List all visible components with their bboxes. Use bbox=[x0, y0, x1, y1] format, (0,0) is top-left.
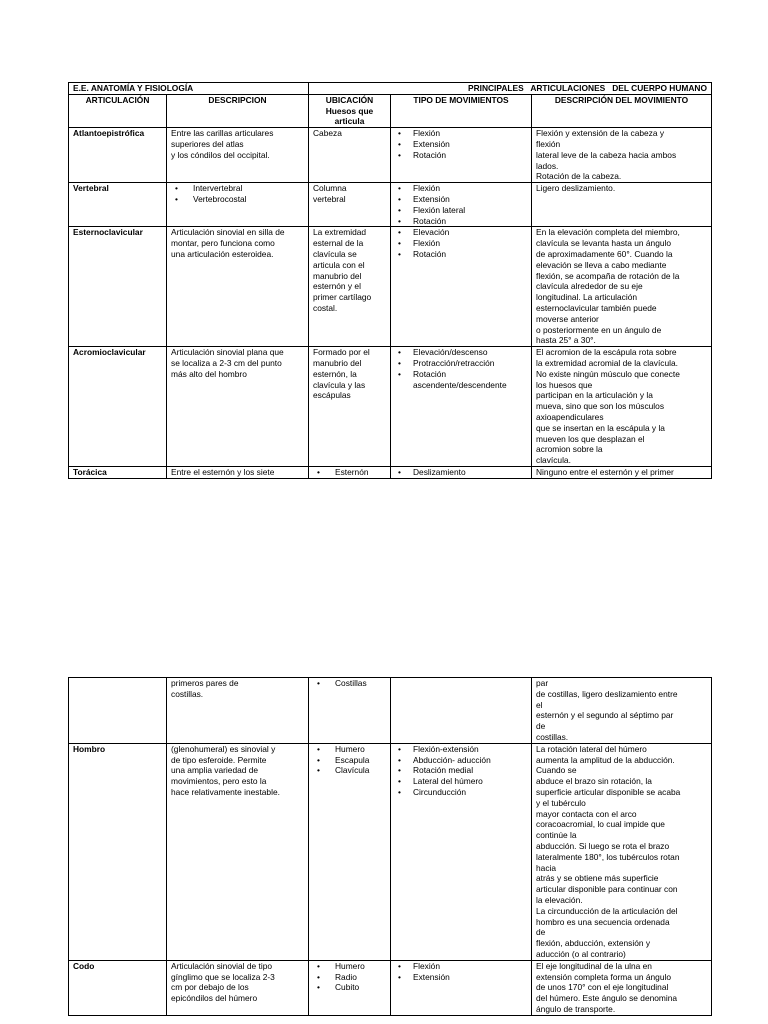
location-line: esternón y el bbox=[313, 281, 361, 292]
bone-item: • Radio bbox=[313, 972, 386, 983]
location-line: Columna bbox=[313, 183, 347, 194]
table-row bbox=[69, 227, 712, 347]
movement-types bbox=[391, 347, 532, 467]
joint-name: Acromioclavicular bbox=[69, 347, 167, 467]
movement-type-item: • Elevación bbox=[395, 227, 527, 238]
movement-description bbox=[532, 466, 712, 478]
joint-description bbox=[167, 183, 309, 227]
movement-description-line: clavícula. bbox=[536, 455, 571, 466]
movement-description-line: el bbox=[536, 699, 543, 710]
movement-type-item: • Rotación medial bbox=[395, 765, 527, 776]
movement-description-line: La circunducción de la articulación del bbox=[536, 905, 678, 916]
description-line: costillas. bbox=[171, 688, 204, 699]
movement-type-item: • Rotación bbox=[395, 216, 527, 227]
movement-description-line: de aproximadamente 60°. Cuando la bbox=[536, 248, 673, 259]
movement-description-line: de unos 170° con el eje longitudinal bbox=[536, 982, 669, 993]
movement-type-item-list bbox=[395, 128, 527, 160]
movement-description-line: ángulo de transporte. bbox=[536, 1003, 616, 1014]
description-line: primeros pares de bbox=[171, 678, 239, 688]
movement-type-item: • Lateral del húmero bbox=[395, 776, 527, 787]
movement-description-line: flexión bbox=[536, 138, 561, 149]
bone-item: • Clavícula bbox=[313, 765, 386, 776]
table-row bbox=[69, 347, 712, 467]
movement-description-line: acromion sobre la bbox=[536, 444, 603, 455]
joint-name: Atlantoepistrófica bbox=[69, 128, 167, 183]
bone-item: • Escapula bbox=[313, 755, 386, 766]
description-line: Articulación sinovial plana que bbox=[171, 347, 284, 358]
movement-description-line: Ninguno entre el esternón y el primer bbox=[536, 466, 674, 477]
description-line: y los cóndilos del occipital. bbox=[171, 149, 270, 160]
movement-description-line: Ligero deslizamiento. bbox=[536, 183, 616, 194]
description-line: montar, pero funciona como bbox=[171, 238, 275, 249]
joint-description bbox=[167, 347, 309, 467]
movement-description-line: lateral leve de la cabeza hacia ambos bbox=[536, 149, 677, 160]
table-row bbox=[69, 960, 712, 1015]
movement-description-line: hombro es una secuencia ordenada bbox=[536, 916, 670, 927]
movement-description-line: lados. bbox=[536, 160, 559, 171]
joint-description bbox=[167, 678, 309, 744]
joint-description bbox=[167, 227, 309, 347]
table-title: PRINCIPALES ARTICULACIONES DEL CUERPO HUMANO bbox=[309, 83, 712, 95]
movement-description-line: esternoclavicular también puede bbox=[536, 302, 657, 313]
location-line: primer cartílago bbox=[313, 292, 372, 303]
description-line: de tipo esferoide. Permite bbox=[171, 754, 267, 765]
joint-name bbox=[69, 678, 167, 744]
description-line: Articulación sinovial de tipo bbox=[171, 960, 273, 971]
movement-type-item-list bbox=[395, 183, 527, 226]
movement-description-line: longitudinal. La articulación bbox=[536, 292, 638, 303]
movement-description-line: La rotación lateral del húmero bbox=[536, 743, 647, 754]
movement-description-line: Flexión y extensión de la cabeza y bbox=[536, 128, 665, 139]
movement-types bbox=[391, 466, 532, 478]
movement-description-line: El eje longitudinal de la ulna en bbox=[536, 960, 652, 971]
movement-description-line: flexión, se acompaña de rotación de la bbox=[536, 270, 680, 281]
movement-description-line: atrás y se obtiene más superficie bbox=[536, 873, 659, 884]
movement-types bbox=[391, 960, 532, 1015]
description-line: superiores del atlas bbox=[171, 138, 244, 149]
description-line: Entre el esternón y los siete bbox=[171, 466, 275, 477]
movement-type-item: • Extensión bbox=[395, 194, 527, 205]
bone-item-list bbox=[313, 961, 386, 993]
movement-type-item: • Circunducción bbox=[395, 787, 527, 798]
movement-description-line: elevación se lleva a cabo mediante bbox=[536, 259, 667, 270]
movement-type-item-list bbox=[395, 347, 527, 390]
movement-type-item: • Flexión bbox=[395, 961, 527, 972]
column-header-descripcion-movimiento: DESCRIPCIÓN DEL MOVIMIENTO bbox=[532, 94, 712, 127]
movement-description-line: de bbox=[536, 721, 546, 732]
movement-type-item: • Flexión bbox=[395, 183, 527, 194]
movement-type-item: • Flexión bbox=[395, 238, 527, 249]
movement-description bbox=[532, 960, 712, 1015]
movement-type-item-list bbox=[395, 467, 527, 478]
movement-description-line: abducción. Si luego se rota el brazo bbox=[536, 840, 670, 851]
description-item: • Vertebrocostal bbox=[171, 194, 304, 205]
movement-type-item: • Rotación ascendente/descendente bbox=[395, 369, 527, 391]
movement-description-line: aducción (o al contrario) bbox=[536, 948, 626, 959]
description-line: se localiza a 2-3 cm del punto bbox=[171, 357, 282, 368]
movement-description bbox=[532, 743, 712, 960]
movement-description-line: o posteriormente en un ángulo de bbox=[536, 324, 662, 335]
location-line: Formado por el bbox=[313, 347, 370, 358]
location-line: esternal de la bbox=[313, 238, 364, 249]
description-line: gínglimo que se localiza 2-3 bbox=[171, 971, 275, 982]
joint-location bbox=[309, 128, 391, 183]
movement-description-line: flexión, abducción, extensión y bbox=[536, 938, 651, 949]
course-title: E.E. ANATOMÍA Y FISIOLOGÍA bbox=[69, 83, 309, 95]
movement-description-line: esternón y el segundo al séptimo par bbox=[536, 710, 674, 721]
movement-type-item: • Protracción/retracción bbox=[395, 358, 527, 369]
description-line: hace relativamente inestable. bbox=[171, 786, 280, 797]
table-row bbox=[69, 743, 712, 960]
movement-description-line: abduce el brazo sin rotación, la bbox=[536, 776, 652, 787]
movement-description-line: mueven los que desplazan el bbox=[536, 433, 645, 444]
location-line: Cabeza bbox=[313, 128, 342, 139]
movement-description-line: clavícula se levanta hasta un ángulo bbox=[536, 238, 672, 249]
column-header-descripcion: DESCRIPCION bbox=[167, 94, 309, 127]
movement-description bbox=[532, 128, 712, 183]
bone-item: • Costillas bbox=[313, 678, 386, 689]
joint-name: Codo bbox=[69, 960, 167, 1015]
ubicacion-header-line-3: articula bbox=[334, 116, 365, 127]
joint-location bbox=[309, 183, 391, 227]
location-line: articula con el bbox=[313, 259, 365, 270]
movement-type-item-list bbox=[395, 744, 527, 798]
joint-name: Vertebral bbox=[69, 183, 167, 227]
movement-types bbox=[391, 678, 532, 744]
joint-description bbox=[167, 960, 309, 1015]
movement-description-line: coracoacromial, lo cual impide que bbox=[536, 819, 665, 830]
bone-item-list bbox=[313, 467, 386, 478]
movement-types bbox=[391, 743, 532, 960]
movement-description-line: El acromion de la escápula rota sobre bbox=[536, 347, 677, 358]
column-header-row bbox=[69, 94, 712, 127]
movement-types bbox=[391, 183, 532, 227]
location-line: esternón, la bbox=[313, 368, 357, 379]
joint-location bbox=[309, 227, 391, 347]
movement-type-item: • Extensión bbox=[395, 139, 527, 150]
movement-type-item: • Flexión bbox=[395, 128, 527, 139]
movement-description-line: la extremidad acromial de la clavícula. bbox=[536, 357, 678, 368]
description-line: Articulación sinovial en silla de bbox=[171, 227, 285, 238]
movement-description bbox=[532, 678, 712, 744]
bone-item: • Esternón bbox=[313, 467, 386, 478]
movement-description-line: hasta 25° a 30°. bbox=[536, 335, 596, 346]
movement-description-line: moverse anterior bbox=[536, 313, 599, 324]
ubicacion-header-line-1: UBICACIÓN bbox=[325, 94, 374, 105]
joint-description bbox=[167, 743, 309, 960]
movement-types bbox=[391, 128, 532, 183]
movement-description-line: hacia bbox=[536, 862, 557, 873]
movement-type-item: • Extensión bbox=[395, 972, 527, 983]
movement-description-line: En la elevación completa del miembro, bbox=[536, 227, 680, 238]
movement-description-line: par bbox=[536, 678, 549, 688]
joint-location bbox=[309, 743, 391, 960]
location-line: clavícula se bbox=[313, 248, 357, 259]
movement-type-item: • Rotación bbox=[395, 150, 527, 161]
description-line: una amplia variedad de bbox=[171, 765, 259, 776]
joint-name: Torácica bbox=[69, 466, 167, 478]
table-row bbox=[69, 678, 712, 744]
movement-type-item-list bbox=[395, 961, 527, 983]
table-row bbox=[69, 128, 712, 183]
movement-description-line: Cuando se bbox=[536, 765, 577, 776]
joint-description bbox=[167, 128, 309, 183]
description-line: Entre las carillas articulares bbox=[171, 128, 274, 139]
ubicacion-header-line-2: Huesos que bbox=[325, 105, 374, 116]
movement-description bbox=[532, 227, 712, 347]
joint-description bbox=[167, 466, 309, 478]
joint-name: Esternoclavicular bbox=[69, 227, 167, 347]
location-line: La extremidad bbox=[313, 227, 367, 238]
movement-description-line: articular disponible para continuar con bbox=[536, 884, 678, 895]
description-line: (glenohumeral) es sinovial y bbox=[171, 743, 276, 754]
movement-description-line: axioapendiculares bbox=[536, 411, 604, 422]
location-line: vertebral bbox=[313, 193, 346, 204]
movement-description-line: lateralmente 180°, los tubérculos rotan bbox=[536, 851, 680, 862]
location-line: clavícula y las bbox=[313, 379, 366, 390]
joint-location bbox=[309, 678, 391, 744]
movement-description-line: No existe ningún músculo que conecte bbox=[536, 368, 680, 379]
description-line: epicóndilos del húmero bbox=[171, 993, 258, 1004]
movement-type-item-list bbox=[395, 227, 527, 259]
movement-description-line: de costillas, ligero deslizamiento entre bbox=[536, 688, 678, 699]
joints-table-part-2 bbox=[68, 677, 712, 1016]
movement-type-item: • Flexión-extensión bbox=[395, 744, 527, 755]
table-title-row bbox=[69, 83, 712, 95]
joints-table-part-1 bbox=[68, 82, 712, 479]
bone-item: • Humero bbox=[313, 744, 386, 755]
movement-description-line: del húmero. Este ángulo se denomina bbox=[536, 993, 678, 1004]
column-header-ubicacion bbox=[309, 94, 391, 127]
joint-name: Hombro bbox=[69, 743, 167, 960]
movement-type-item: • Rotación bbox=[395, 249, 527, 260]
movement-description-line: costillas. bbox=[536, 731, 569, 742]
location-line: costal. bbox=[313, 302, 338, 313]
joint-location bbox=[309, 347, 391, 467]
description-line: una articulación esteroidea. bbox=[171, 248, 274, 259]
movement-description-line: extensión completa forma un ángulo bbox=[536, 971, 672, 982]
movement-description-line: mueva, sino que son los músculos bbox=[536, 401, 665, 412]
location-line: escápulas bbox=[313, 390, 351, 401]
bone-item-list bbox=[313, 744, 386, 776]
description-item-list bbox=[171, 183, 304, 205]
movement-description-line: los huesos que bbox=[536, 379, 593, 390]
movement-description-line: continúe la bbox=[536, 830, 577, 841]
location-line: manubrio del bbox=[313, 357, 362, 368]
movement-description-line: participan en la articulación y la bbox=[536, 390, 653, 401]
location-line: manubrio del bbox=[313, 270, 362, 281]
joint-location bbox=[309, 466, 391, 478]
description-line: movimientos, pero esto la bbox=[171, 776, 267, 787]
description-line: más alto del hombro bbox=[171, 368, 247, 379]
bone-item: • Humero bbox=[313, 961, 386, 972]
movement-description-line: la elevación. bbox=[536, 894, 583, 905]
movement-description-line: superficie articular disponible se acaba bbox=[536, 786, 681, 797]
bone-item-list bbox=[313, 678, 386, 689]
movement-description-line: clavícula alrededor de su eje bbox=[536, 281, 643, 292]
movement-type-item: • Abducción- aducción bbox=[395, 755, 527, 766]
column-header-articulacion: ARTICULACIÓN bbox=[69, 94, 167, 127]
movement-description-line: que se insertan en la escápula y la bbox=[536, 422, 665, 433]
movement-description-line: de bbox=[536, 927, 546, 938]
movement-description-line: mayor contacta con el arco bbox=[536, 808, 637, 819]
bone-item: • Cubito bbox=[313, 982, 386, 993]
movement-type-item: • Flexión lateral bbox=[395, 205, 527, 216]
description-item: • Intervertebral bbox=[171, 183, 304, 194]
joint-location bbox=[309, 960, 391, 1015]
movement-type-item: • Deslizamiento bbox=[395, 467, 527, 478]
movement-description-line: Rotación de la cabeza. bbox=[536, 171, 622, 182]
column-header-tipo: TIPO DE MOVIMIENTOS bbox=[391, 94, 532, 127]
movement-type-item: • Elevación/descenso bbox=[395, 347, 527, 358]
description-line: cm por debajo de los bbox=[171, 982, 249, 993]
movement-description bbox=[532, 347, 712, 467]
movement-types bbox=[391, 227, 532, 347]
movement-description-line: aumenta la amplitud de la abducción. bbox=[536, 754, 675, 765]
table-row bbox=[69, 466, 712, 478]
movement-description bbox=[532, 183, 712, 227]
table-row bbox=[69, 183, 712, 227]
movement-description-line: y el tubérculo bbox=[536, 797, 586, 808]
